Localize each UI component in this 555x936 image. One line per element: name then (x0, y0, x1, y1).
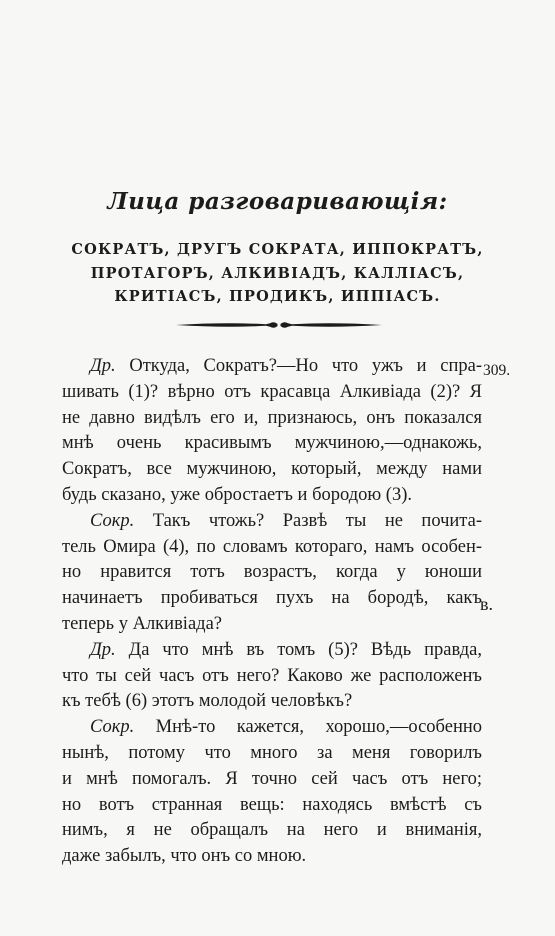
text-line (62, 483, 482, 509)
line-text: мнѣ очень красивымъ мужчиною,—однакожь, (62, 433, 482, 454)
text-line (62, 638, 482, 664)
line-text: даже забылъ, что онъ со мною. (62, 846, 307, 867)
text-line (62, 741, 482, 767)
dialogue-text (62, 354, 482, 870)
line-text: что ты сей часъ отъ него? Каково же расположенъ (62, 665, 482, 686)
line-text: Да что мнѣ въ томъ (5)? Вѣдь правда, (115, 639, 482, 660)
line-text: нимъ, я не обращалъ на него и вниманія, (62, 820, 482, 841)
line-text: Сократъ, все мужчиною, который, между нами (62, 459, 482, 480)
line-text: тель Омира (4), по словамъ котораго, намъ особен- (62, 536, 482, 557)
margin-page-number: 309. (483, 362, 511, 379)
persons-line-3: КРИТІАСЪ, ПРОДИКЪ, ИППІАСЪ. (114, 288, 441, 305)
text-line (62, 818, 482, 844)
text-line (62, 612, 482, 638)
text-line (62, 509, 482, 535)
speaker-label: Сокр. (90, 717, 135, 738)
text-line (62, 457, 482, 483)
line-text: Мнѣ-то кажется, хорошо,—особенно (134, 717, 482, 738)
text-line (62, 664, 482, 690)
text-line (62, 535, 482, 561)
ornament-divider-icon (174, 318, 384, 332)
text-line (62, 793, 482, 819)
text-line (62, 586, 482, 612)
speaker-label: Сокр. (90, 510, 135, 531)
line-text: но нравится тотъ возрастъ, когда у юноши (62, 562, 482, 583)
line-text: Откуда, Сократъ?—Но что ужъ и спра- (115, 356, 482, 376)
speaker-label: Др. (90, 639, 116, 660)
line-text: шивать (1)? вѣрно отъ красавца Алкивіада (2)? Я (62, 381, 482, 402)
line-text: теперь у Алкивіада? (62, 613, 222, 634)
line-text: къ тебѣ (6) этотъ молодой человѣкъ? (62, 691, 353, 712)
text-line (62, 560, 482, 586)
text-line (62, 354, 482, 380)
line-text: не давно видѣлъ его и, признаюсь, онъ показался (62, 407, 482, 428)
line-text: начинаетъ пробиваться пухъ на бородѣ, какъ (62, 588, 482, 609)
line-text: но вотъ странная вещь: находясь вмѣстѣ съ (62, 794, 482, 815)
line-text: Такъ чтожь? Развѣ ты не почита- (134, 510, 482, 531)
line-text: и мнѣ помогалъ. Я точно сей часъ отъ него; (62, 768, 482, 789)
persons-line-1: СОКРАТЪ, ДРУГЪ СОКРАТА, ИППОКРАТЪ, (71, 241, 484, 258)
text-line (62, 431, 482, 457)
margin-letter: в. (480, 594, 493, 614)
text-line (62, 844, 482, 870)
text-line (62, 406, 482, 432)
page-heading: Лица разговаривающія: (107, 188, 448, 215)
text-line (62, 715, 482, 741)
line-text: нынѣ, потому что много за меня говорилъ (62, 742, 482, 763)
text-line (62, 767, 482, 793)
persons-line-2: ПРОТАГОРЪ, АЛКИВІАДЪ, КАЛЛІАСЪ, (90, 265, 465, 282)
text-line (62, 689, 482, 715)
text-line (62, 380, 482, 406)
speaker-label: Др. (90, 356, 116, 376)
line-text: будь сказано, уже обростаетъ и бородою (3). (62, 484, 413, 505)
